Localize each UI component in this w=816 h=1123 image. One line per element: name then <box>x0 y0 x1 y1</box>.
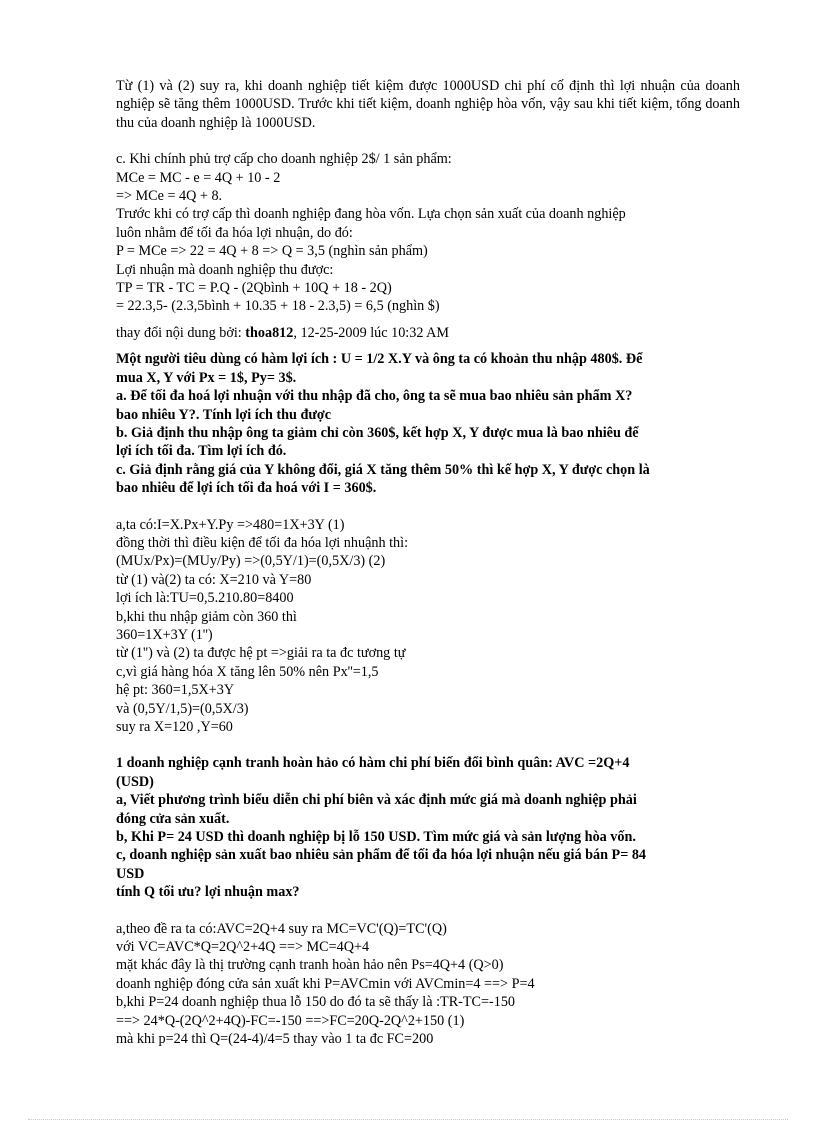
statement-line: đóng cửa sản xuất. <box>116 810 230 827</box>
solution-line: b,khi thu nhập giảm còn 360 thì <box>116 608 297 625</box>
edit-note-user: thoa812 <box>245 324 294 341</box>
solution-line: hệ pt: 360=1,5X+3Y <box>116 682 235 699</box>
solution-line: mà khi p=24 thì Q=(24-4)/4=5 thay vào 1 ta đc FC=200 <box>116 1031 434 1048</box>
paragraph-intro: Từ (1) và (2) suy ra, khi doanh nghiệp tiết kiệm được 1000USD chi phí cố định thì lợi nhuận của doanh nghiệp sẽ tăng thêm 1000USD. Trước khi tiết kiệm, doanh nghiệp hòa vốn, vậy sau khi tiết kiệm, tổng doanh thu của doanh nghiệp là 1000USD. <box>116 78 740 131</box>
solution-line: từ (1'') và (2) ta được hệ pt =>giải ra ta đc tương tự <box>116 645 406 662</box>
statement-line: USD <box>116 865 145 882</box>
statement-line: bao nhiêu Y?. Tính lợi ích thu được <box>116 406 332 423</box>
edit-note-prefix: thay đổi nội dung bởi: <box>116 324 246 341</box>
statement-line: lợi ích tối đa. Tìm lợi ích đó. <box>116 443 287 460</box>
text-line: => MCe = 4Q + 8. <box>116 188 223 205</box>
statement-line: a, Viết phương trình biểu diễn chi phí biên và xác định mức giá mà doanh nghiệp phải <box>116 792 637 809</box>
solution-line: từ (1) và(2) ta có: X=210 và Y=80 <box>116 571 312 588</box>
statement-line: b, Khi P= 24 USD thì doanh nghiệp bị lỗ 150 USD. Tìm mức giá và sản lượng hòa vốn. <box>116 829 636 846</box>
statement-line: c. Giả định rằng giá của Y không đổi, giá X tăng thêm 50% thì kế hợp X, Y được chọn là <box>116 461 650 478</box>
text-line: luôn nhằm để tối đa hóa lợi nhuận, do đó: <box>116 224 353 241</box>
solution-line: và (0,5Y/1,5)=(0,5X/3) <box>116 700 249 717</box>
statement-line: Một người tiêu dùng có hàm lợi ích : U = 1/2 X.Y và ông ta có khoản thu nhập 480$. Để <box>116 351 643 368</box>
statement-line: bao nhiêu để lợi ích tối đa hoá với I = 360$. <box>116 480 377 497</box>
text-line: TP = TR - TC = P.Q - (2Qbình + 10Q + 18 - 2Q) <box>116 280 392 297</box>
solution-line: suy ra X=120 ,Y=60 <box>116 719 233 735</box>
document-page <box>116 77 740 1049</box>
text-line: Lợi nhuận mà doanh nghiệp thu được: <box>116 261 334 278</box>
solution-line: a,theo đề ra ta có:AVC=2Q+4 suy ra MC=VC'(Q)=TC'(Q) <box>116 920 447 937</box>
solution-line: mặt khác đây là thị trường cạnh tranh hoàn hảo nên Ps=4Q+4 (Q>0) <box>116 957 504 974</box>
text-line: P = MCe => 22 = 4Q + 8 => Q = 3,5 (nghìn sản phẩm) <box>116 243 428 260</box>
solution-line: doanh nghiệp đóng cửa sản xuất khi P=AVCmin với AVCmin=4 ==> P=4 <box>116 975 535 992</box>
solution-line: a,ta có:I=X.Px+Y.Py =>480=1X+3Y (1) <box>116 516 345 533</box>
text-line: MCe = MC - e = 4Q + 10 - 2 <box>116 169 281 186</box>
solution-line: với VC=AVC*Q=2Q^2+4Q ==> MC=4Q+4 <box>116 939 370 956</box>
statement-line: tính Q tối ưu? lợi nhuận max? <box>116 884 300 901</box>
solution-line: c,vì giá hàng hóa X tăng lên 50% nên Px''=1,5 <box>116 663 379 680</box>
solution-line: (MUx/Px)=(MUy/Py) =>(0,5Y/1)=(0,5X/3) (2) <box>116 553 386 570</box>
solution-line: lợi ích là:TU=0,5.210.80=8400 <box>116 590 294 607</box>
statement-line: 1 doanh nghiệp cạnh tranh hoàn hảo có hàm chi phí biến đổi bình quân: AVC =2Q+4 <box>116 755 630 772</box>
statement-line: c, doanh nghiệp sản xuất bao nhiêu sản phẩm để tối đa hóa lợi nhuận nếu giá bán P= 84 <box>116 847 647 864</box>
problem1-solution <box>116 516 740 737</box>
text-line: Trước khi có trợ cấp thì doanh nghiệp đang hòa vốn. Lựa chọn sản xuất của doanh nghiệp <box>116 206 626 223</box>
solution-line: đồng thời thì điều kiện để tối đa hóa lợi nhuậnh thì: <box>116 534 409 551</box>
statement-line: b. Giả định thu nhập ông ta giảm chỉ còn 360$, kết hợp X, Y được mua là bao nhiêu để <box>116 424 639 441</box>
solution-line: 360=1X+3Y (1'') <box>116 626 213 643</box>
problem2-solution <box>116 920 740 1049</box>
statement-line: mua X, Y với Px = 1$, Py= 3$. <box>116 369 297 386</box>
statement-line: (USD) <box>116 773 154 790</box>
problem2-statement <box>116 754 740 901</box>
page-bottom-border <box>28 1119 788 1120</box>
solution-line: ==> 24*Q-(2Q^2+4Q)-FC=-150 ==>FC=20Q-2Q^2+150 (1) <box>116 1012 465 1029</box>
edit-note <box>116 324 740 342</box>
solution-line: b,khi P=24 doanh nghiệp thua lỗ 150 do đó ta sẽ thấy là :TR-TC=-150 <box>116 994 516 1011</box>
part-c-block <box>116 150 740 316</box>
text-line: c. Khi chính phủ trợ cấp cho doanh nghiệp 2$/ 1 sản phẩm: <box>116 151 452 168</box>
edit-note-suffix: , 12-25-2009 lúc 10:32 AM <box>293 324 450 341</box>
text-line: = 22.3,5- (2.3,5bình + 10.35 + 18 - 2.3,5) = 6,5 (nghìn $) <box>116 298 440 315</box>
problem1-statement <box>116 350 740 497</box>
statement-line: a. Để tối đa hoá lợi nhuận với thu nhập đã cho, ông ta sẽ mua bao nhiêu sản phẩm X? <box>116 388 633 405</box>
